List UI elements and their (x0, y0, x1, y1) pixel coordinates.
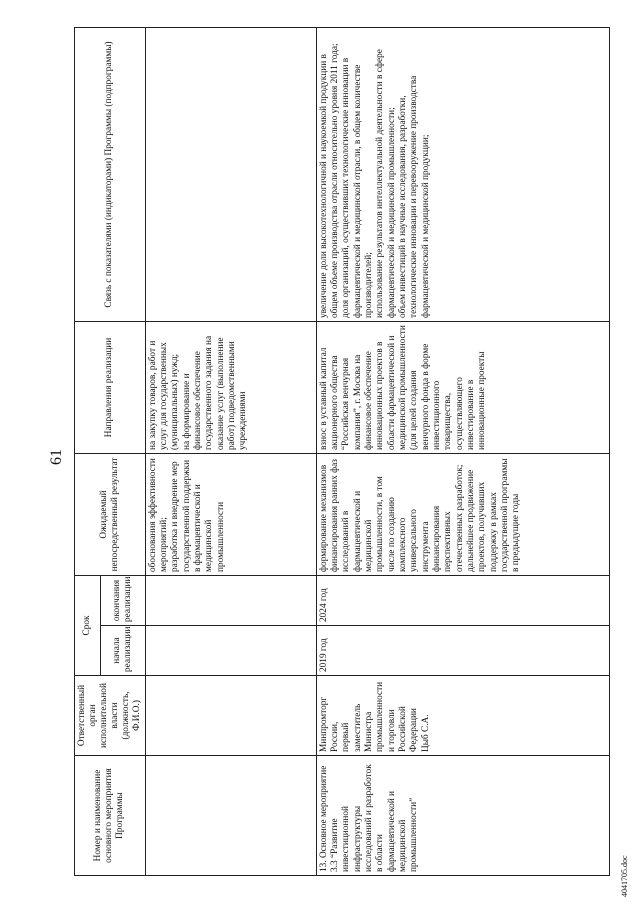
program-table (74, 27, 610, 876)
header-term: Срок (75, 575, 101, 675)
header-responsible: Ответственный орган исполнительной власти (должность, Ф.И.О.) (75, 676, 146, 756)
cell-term-start (316, 626, 609, 676)
header-row (75, 27, 101, 875)
cell-responsible (316, 676, 609, 756)
cell-number-name (145, 756, 316, 876)
header-expected-result: Ожидаемый непосредственный результат (75, 453, 146, 575)
header-term-end: окончания реализации (101, 575, 145, 625)
cell-text: Минпромторг России, первый заместитель Министра промышленности и торговли Российской Федерации Цыб С.А. (318, 681, 431, 752)
cell-directions (316, 321, 609, 453)
cell-text: 2024 год (318, 588, 329, 622)
cell-text: на закупку товаров, работ и услуг для государственных (муниципальных) нужд; на формирование и финансовое обеспечение государственного задания на оказание услуг (выполнение работ) подведомственными учреждениями (147, 335, 249, 450)
header-directions: Направления реализации (75, 321, 146, 453)
cell-indicators (145, 27, 316, 321)
table-header (75, 27, 146, 875)
cell-text: взнос в уставный капитал акционерного общества “Российская венчурная компания”, г. Москва на финансовое обеспечение инновационных проектов в области фармацевтической и медицинской промышленности (для целей создания венчурного фонда в форме инвестиционного товарищества, осуществляющего инвестирование в инновационные проекты (318, 325, 488, 450)
cell-term-end (145, 575, 316, 625)
page-number: 61 (48, 449, 65, 465)
cell-text: 2019 год (318, 638, 329, 672)
cell-term-end (316, 575, 609, 625)
cell-directions (145, 321, 316, 453)
cell-responsible (145, 676, 316, 756)
header-term-start: начала реализации (101, 626, 145, 676)
cell-expected-result (316, 453, 609, 575)
cell-text: обоснования эффективности мероприятий; разработка и внедрение мер государственной поддержки в фармацевтической и медицинской промышленности (147, 458, 226, 572)
cell-term-start (145, 626, 316, 676)
cell-text: 13. Основное мероприятие 3.3 “Развитие инвестиционной инфраструктуры исследований и разработок в области фармацевтической и медицинской промышленности” (318, 764, 420, 872)
file-stamp: 4041705.doc (620, 855, 629, 897)
table-row (316, 27, 609, 875)
cell-number-name (316, 756, 609, 876)
header-indicators: Связь с показателями (индикаторами) Программы (подпрограммы) (75, 27, 146, 321)
header-number-name: Номер и наименование основного мероприятия Программы (75, 756, 146, 876)
table-row (145, 27, 316, 875)
cell-indicators (316, 27, 609, 321)
cell-text: формирование механизмов финансирования ранних фаз исследований в фармацевтической и медицинской промышленности, в том числе по созданию комплексного универсального инструмента финансирования перспективных отечественных разработок; дальнейшее продвижение проектов, получивших поддержку в рамках государственной программы в предыдущие годы (318, 458, 522, 572)
cell-text: увеличение доли высокотехнологичной и наукоемкой продукции в общем объеме производства отрасли относительно уровня 2011 года; доля организаций, осуществивших технологические инновации в фармацевтической и медицинской отрасли, в общем количестве производителей; использование результатов интеллектуальной деятельности в сфере фармацевтической и медицинской промышленности; объем инвестиций в научные исследования, разработки, технологические инновации и перевооружение производства фармацевтической и медицинской продукции; (318, 43, 431, 318)
cell-expected-result (145, 453, 316, 575)
